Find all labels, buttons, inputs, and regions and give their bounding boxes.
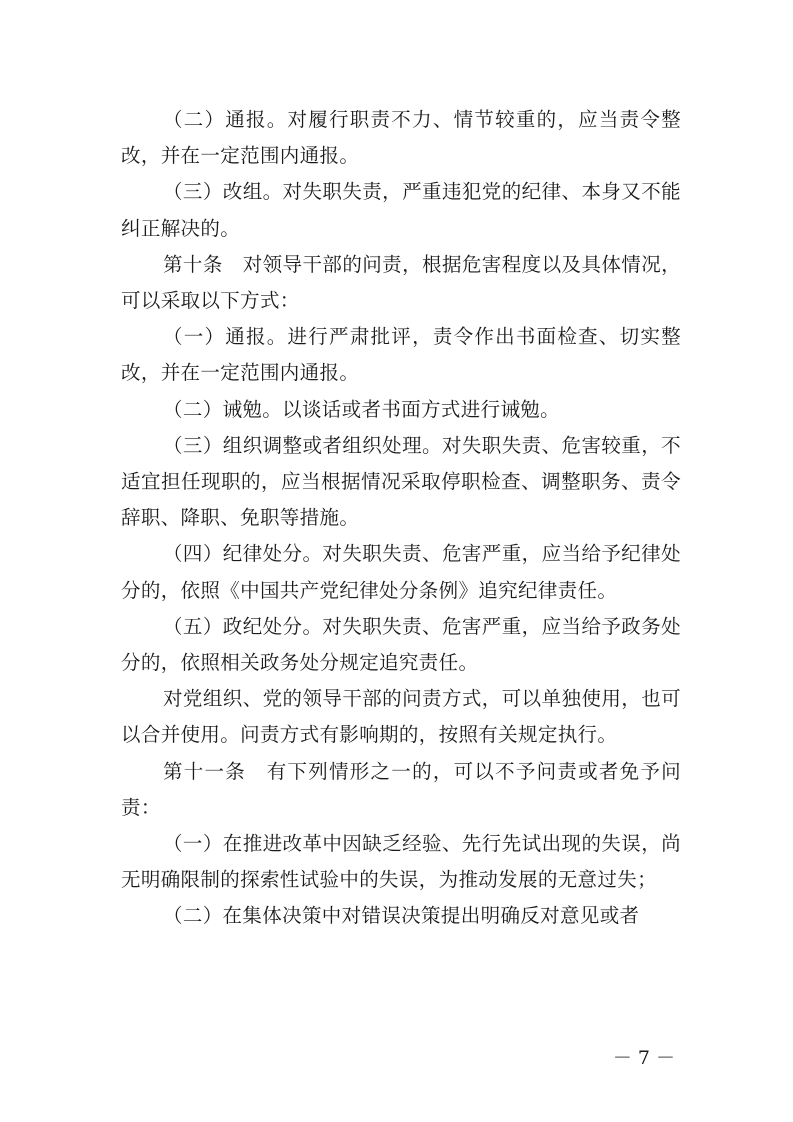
paragraph-item-2-notice: （二）通报。对履行职责不力、情节较重的，应当责令整改，并在一定范围内通报。 xyxy=(121,108,681,168)
document-body xyxy=(121,102,681,935)
paragraph-exemption-1: （一）在推进改革中因缺乏经验、先行先试出现的失误，尚无明确限制的探索性试验中的失误，为推动发展的无意过失； xyxy=(121,832,681,892)
paragraph-item-4-discipline: （四）纪律处分。对失职失责、危害严重，应当给予纪律处分的，依照《中国共产党纪律处分条例》追究纪律责任。 xyxy=(121,542,681,602)
paragraph-methods-usage: 对党组织、党的领导干部的问责方式，可以单独使用，也可以合并使用。问责方式有影响期的，按照有关规定执行。 xyxy=(121,687,681,747)
paragraph-item-2-admonish: （二）诫勉。以谈话或者书面方式进行诫勉。 xyxy=(163,397,561,421)
paragraph-exemption-2: （二）在集体决策中对错误决策提出明确反对意见或者 xyxy=(163,904,640,928)
paragraph-item-5-admin-sanction: （五）政纪处分。对失职失责、危害严重，应当给予政务处分的，依照相关政务处分规定追究责任。 xyxy=(121,614,681,675)
paragraph-item-3-org-adjust: （三）组织调整或者组织处理。对失职失责、危害较重，不适宜担任现职的，应当根据情况采取停职检查、调整职务、责令辞职、降职、免职等措施。 xyxy=(121,433,681,530)
paragraph-article-10: 第十条 对领导干部的问责，根据危害程度以及具体情况，可以采取以下方式： xyxy=(121,252,681,313)
paragraph-item-3-reorganize: （三）改组。对失职失责，严重违犯党的纪律、本身又不能纠正解决的。 xyxy=(121,180,681,240)
paragraph-article-11: 第十一条 有下列情形之一的，可以不予问责或者免予问责： xyxy=(121,759,681,819)
page-number: － 7 － xyxy=(612,1047,675,1069)
paragraph-item-1-notice: （一）通报。进行严肃批评，责令作出书面检查、切实整改，并在一定范围内通报。 xyxy=(121,325,681,385)
